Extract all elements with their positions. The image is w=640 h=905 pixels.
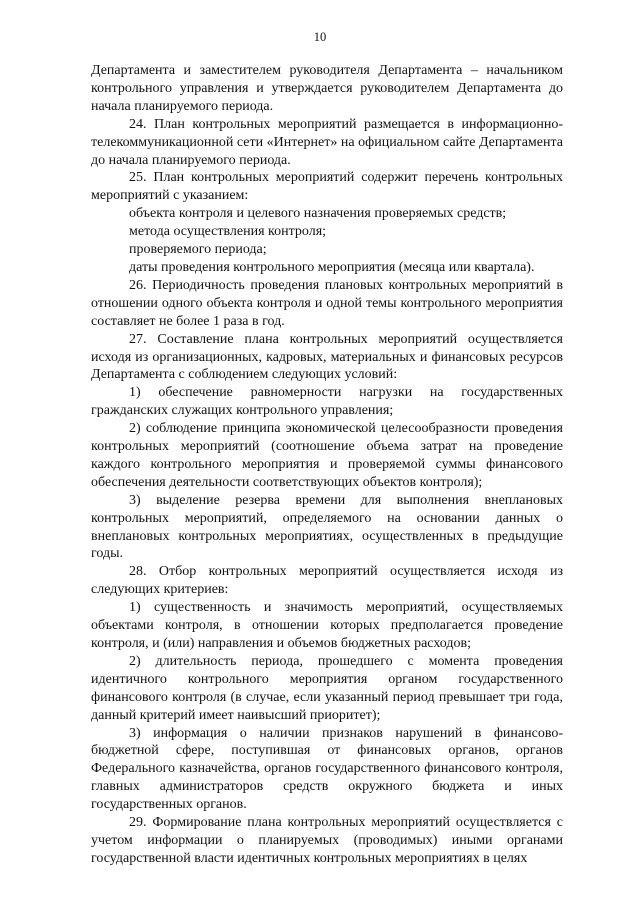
paragraph: 1) обеспечение равномерности нагрузки на государственных гражданских служащих контрольного управления; [91,385,563,419]
paragraph: проверяемого периода; [129,242,267,258]
paragraph: метода осуществления контроля; [129,224,327,240]
paragraph: 2) длительность периода, прошедшего с момента проведения идентичного контрольного мероприятия органом государственного финансового контроля (в случае, если указанный период превышает три года, данный критерий имеет наивысший приоритет); [91,653,563,723]
paragraph: 3) информация о наличии признаков нарушений в финансово-бюджетной сфере, поступившая от финансовых органов, органов Федерального казначейства, органов государственного финансового контроля, главных администраторов средств окружного бюджета и иных государственных органов. [91,725,563,813]
paragraph: 25. План контрольных мероприятий содержит перечень контрольных мероприятий с указанием: [91,170,563,204]
paragraph: Департамента и заместителем руководителя Департамента – начальником контрольного управления и утверждается руководителем Департамента до начала планируемого периода. [91,63,563,114]
paragraph: 27. Составление плана контрольных мероприятий осуществляется исходя из организационных, кадровых, материальных и финансовых ресурсов Департамента с соблюдением следующих условий: [91,331,563,383]
paragraph: даты проведения контрольного мероприятия (месяца или квартала). [129,259,535,275]
paragraph: 2) соблюдение принципа экономической целесообразности проведения контрольных мероприятий (соотношение объема затрат на проведение каждого контрольного мероприятия и проверяемой суммы финансового обеспечения деятельности соответствующих объектов контроля); [91,421,563,490]
paragraph: 29. Формирование плана контрольных мероприятий осуществляется с учетом информации о планируемых (проводимых) иными органами государственной власти идентичных контрольных мероприятиях в целях [91,815,563,866]
page-number: 10 [313,30,327,44]
paragraph: 3) выделение резерва времени для выполнения внеплановых контрольных мероприятий, определяемого на основании данных о внеплановых контрольных мероприятиях, осуществленных в предыдущие годы. [91,492,563,562]
paragraph: объекта контроля и целевого назначения проверяемых средств; [129,206,507,222]
paragraph: 26. Периодичность проведения плановых контрольных мероприятий в отношении одного объекта контроля и одной темы контрольного мероприятия составляет не более 1 раза в год. [91,277,563,329]
paragraph: 24. План контрольных мероприятий размещается в информационно-телекоммуникационной сети «Интернет» на официальном сайте Департамента до начала планируемого периода. [91,116,563,168]
paragraph: 28. Отбор контрольных мероприятий осуществляется исходя из следующих критериев: [91,564,563,598]
document-body [91,62,563,868]
paragraph: 1) существенность и значимость мероприятий, осуществляемых объектами контроля, в отношении которых предполагается проведение контроля, и (или) направления и объемов бюджетных расходов; [91,600,563,651]
